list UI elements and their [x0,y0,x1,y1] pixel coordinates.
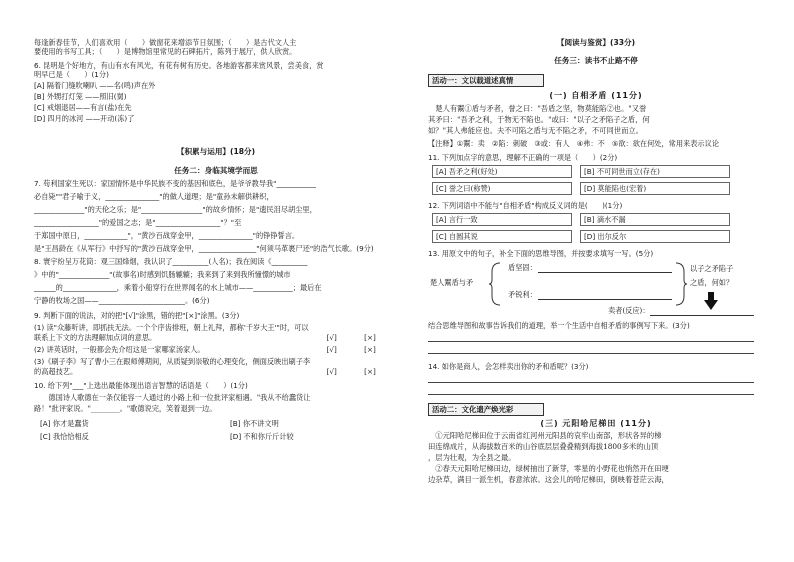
q7-line-3[interactable]: ______________"的天伦之乐；是"_________________"的故乡情怀；是"遗民泪尽胡尘里， [34,204,317,214]
q13-text: 13. 用原文中的句子，补全下面的思维导图，并按要求填写一写。(5分) [428,248,654,258]
q11-option-b[interactable]: [B] 不可同世而立(存在) [580,165,730,178]
q6-line-1: 6. 昆明是个好地方，有山有水有风光，有花有树有历史。各地游客都来赏风景，尝美食，赏 [34,61,324,70]
passage3-title: (三) 元阳哈尼梯田 (11分) [540,418,652,428]
q7-line-4[interactable]: __________________"的爱国之志；是"__________________"？"至 [34,217,242,227]
q11-text: 11. 下列加点字的意思，理解不正确的一项是（ ）(2分) [428,152,618,162]
q6-option-c[interactable]: [C] 戒烟退居——有言(盐)在先 [34,103,132,112]
q12-option-a[interactable]: [A] 言行一致 [432,213,572,226]
q12-option-d[interactable]: [D] 出尔反尔 [580,230,730,243]
q11-option-c[interactable]: [C] 誉之曰(称赞) [432,182,572,195]
q9-item3-true-option[interactable]: [√] [326,366,337,376]
mind-map-question-2: 之盾，何如？ [690,277,734,287]
passage3-line-4: ②春天元阳哈尼梯田边，绿树抽出了新芽，零星的小野花也悄然开在田埂 [428,464,669,474]
passage3-line-3: ，层为壮观，为全县之最。 [428,453,516,463]
passage3-line-2: 田连绵成片，从海拔数百米的山谷底层层叠叠精到海拔1800多米的山顶 [428,441,659,451]
mind-map-brace-right [674,262,688,306]
q10-line-2: 德国诗人歌德在一条仅能容一人通过的小路上和一位批评家相遇。"我从不给蠢货让 [34,392,311,402]
q10-line-3: 路！"批评家说。"________。"歌德说完，笑着退到一边。 [34,403,217,413]
spear-answer-line[interactable] [538,299,672,300]
q10-options [34,419,398,441]
q12-text: 12. 下列词语中不能与"自相矛盾"构成反义词的是( )(1分) [428,200,623,210]
q9-item2-true-option[interactable]: [√] [326,344,337,354]
passage1-line-1: 楚人有鬻①盾与矛者，誉之曰："吾盾之坚，物莫能陷②也。"又誉 [428,104,647,114]
q12-option-b[interactable]: [B] 滴水不漏 [580,213,730,226]
mind-map-seller-label: 卖者(反应)： [608,305,650,315]
q12-options [428,213,764,243]
passage1-line-2: 其矛曰："吾矛之利，于物无不陷也。"或曰："以子之矛陷子之盾，何 [428,115,650,125]
q9-item3-line-2: 的高超技艺。 [34,366,78,376]
mind-map-spear-label: 矛锐利： [508,289,537,299]
q9-item2: (2) 讲英话时，一般都会先介绍这是一家哪家汤家人。 [34,344,205,354]
activity2-banner: 活动二：文化遗产焕光彩 [428,403,544,416]
right-column [428,38,764,484]
section-accumulation-title: 【积累与运用】(18分) [176,147,256,156]
q13-answer-line-2[interactable] [428,342,754,354]
q7-line-1[interactable]: 7. 苟利国家生死以：家国情怀是中华民族不变的基因和底色，是爷爷教导我"___________ [34,178,316,188]
section-reading-title: 【阅读与鉴赏】(33分) [556,38,636,47]
q7-line-2[interactable]: 必自毙""君子喻于义，_______________"的做人道理；是"童孙未解供耕织， [34,191,274,201]
intro-line-1: 每逢新春佳节，人们喜欢用（ ）做窗花来增添节日氛围；（ ）是古代文人主 [34,38,297,47]
q11-option-a[interactable]: [A] 吾矛之利(好处) [432,165,572,178]
q11-options [428,165,764,195]
q8-line-1[interactable]: 8. 寰宇纷呈万花筒：观三国烽烟，我认识了__________(人名)；我在阅读《__________ [34,256,308,266]
q8-line-2[interactable]: 》中的"______________"(故事名)时感到饥肠辘辘；我来到了来到我所憧憬的城市 [34,269,291,279]
mind-map-question-1: 以子之矛陷子 [690,263,734,273]
q9-item3-false-option[interactable]: [×] [364,366,376,376]
q13-follow-text: 结合思维导图和故事告诉我们的道理，举一个生活中自相矛盾的事例写下来。(3分) [428,320,690,330]
q10-option-d[interactable]: [D] 不和你斤斤计较 [230,431,294,441]
q6-line-2: 明早已是（ ）(1分) [34,70,109,79]
q6-option-d[interactable]: [D] 四月的冰河 ——开动(冻)了 [34,114,135,123]
q13-mind-map [428,258,764,316]
q14-text: 14. 如你是商人，会怎样卖出你的矛和盾呢？(3分) [428,361,589,371]
q9-item1-false-option[interactable]: [×] [364,332,376,342]
q11-option-d[interactable]: [D] 莫能陷也(宏着) [580,182,730,195]
q9-item2-false-option[interactable]: [×] [364,344,376,354]
passage1-line-3: 如？"其人弗能应也。夫不可陷之盾与无不陷之矛，不可同世而立。 [428,126,643,136]
q7-line-6[interactable]: 是"王昌龄在《从军行》中抒写的"黄沙百战穿金甲，________________"何须马革裹尸还"的浩气长歌。(9分) [34,243,374,253]
mind-map-brace [488,262,502,306]
q8-line-3[interactable]: ______的_______________，乘着小船穿行在世界闻名的水上城市——___________；最后在 [34,282,322,292]
q9-item1-true-option[interactable]: [√] [326,332,337,342]
q6-option-a[interactable]: [A] 隔着门缝吹喇叭 ——名(鸣)声在外 [34,81,156,90]
q9-item1-line-1: (1) 读"众藤听讲，即抓扶无法。一个个序齿排班，朝上礼拜，都称'千岁大王'"时，可以 [34,322,309,332]
q13-answer-line-1[interactable] [428,330,754,342]
q14-answer-line-2[interactable] [428,383,754,395]
q12-option-c[interactable]: [C] 自圆其说 [432,230,572,243]
q9-item3-line-1: (3)《刷子李》写了曹小三在跟师傅期间，从质疑到崇敬的心理变化，侧面反映出刷子李 [34,356,311,366]
q10-option-a[interactable]: [A] 你才是蠢货 [40,418,89,428]
mind-map-root: 楚人鬻盾与矛 [430,277,474,287]
q14-answer-line-1[interactable] [428,371,754,383]
passage3-line-5: 边杂草，满目一派生机，春意浓浓。这会儿的哈尼梯田，倒映着苍茫云海， [428,475,669,485]
shield-answer-line[interactable] [538,272,672,273]
q9-line-1: 9. 判断下面的说法，对的把"[√]"涂黑，错的把"[×]"涂黑。(3分) [34,310,240,320]
mind-map-shield-label: 盾坚固： [508,262,537,272]
q10-option-b[interactable]: [B] 你不讲文明 [230,418,279,428]
q8-line-4[interactable]: 宁静的牧场之国——________________________。(6分) [34,295,210,305]
intro-line-2: 要使用的书写工具；（ ）是博物馆里常见的石碑拓片，陈列于展厅，供人欣赏。 [34,47,297,56]
passage1-title: (一) 自相矛盾 (11分) [549,91,643,101]
seller-answer-line[interactable] [650,315,754,316]
q9-item1-line-2: 联系上下文的方法理解加点词的意思。 [34,332,157,342]
arrow-down-icon [704,292,718,310]
passage3-line-1: ①元阳哈尼梯田位于云南省红河州元阳县的哀牢山南部，形状各异的梯 [428,430,662,440]
activity1-banner: 活动一：文以载道述真情 [428,74,544,87]
left-column [34,38,398,441]
task2-title: 任务二：身临其境学而思 [174,166,258,176]
q10-option-c[interactable]: [C] 我恰恰相反 [40,431,89,441]
task3-title: 任务三：读书不止路不停 [554,56,638,66]
q6-option-b[interactable]: [B] 外甥打灯笼 ——照旧(舅) [34,92,127,101]
q7-line-5[interactable]: 于郑国中原日，____________"，"黄沙百战穿金甲，_______________"的铮铮誓言。 [34,230,300,240]
q10-line-1: 10. 给下列"___"上选出最能体现出语言智慧的话语是（ ）(1分) [34,380,248,390]
passage1-note: 【注释】①鬻：卖 ②陷：刺破 ③或：有人 ④弗：不 ⑤欲：欲在何处，常用来表示议论 [428,138,719,148]
